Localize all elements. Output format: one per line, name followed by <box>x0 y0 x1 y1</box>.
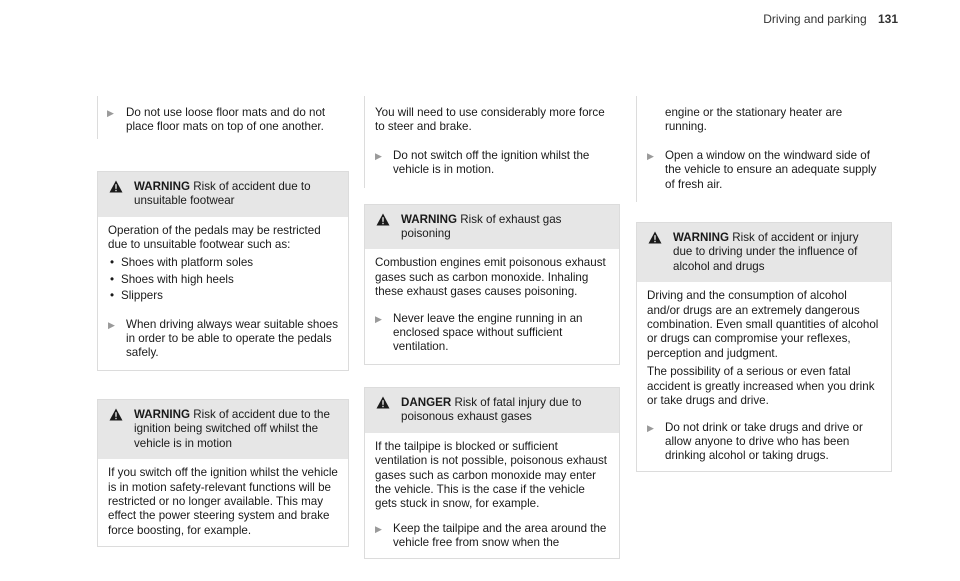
footwear-list <box>108 256 338 303</box>
warning-label: WARNING <box>134 407 191 421</box>
warning-body: The possibility of a serious or even fatal accident is greatly increased when you drink or take drugs and drive. <box>647 365 875 408</box>
warning-box-alcohol <box>636 222 892 472</box>
warning-title: Risk of accident or injury due to driving under the influence of alcohol and drugs <box>673 231 859 273</box>
warning-label: WARNING <box>134 179 191 193</box>
text-block <box>364 96 620 188</box>
note-text: Do not switch off the ignition whilst the vehicle is in motion. <box>393 148 590 177</box>
note-floor-mats <box>97 96 349 139</box>
arrow-right-icon: ▶ <box>647 422 654 433</box>
warning-title: Risk of accident due to unsuitable footwear <box>134 179 311 208</box>
warning-body: If you switch off the ignition whilst the vehicle is in motion safety-relevant functions will be restricted or no longer available. This may effect the power steering system and brake force boosting, for example. <box>108 466 338 537</box>
warning-triangle-icon <box>109 180 123 197</box>
list-item: • Shoes with high heels <box>108 273 338 287</box>
warning-box-ignition <box>97 399 349 547</box>
arrow-right-icon: ▶ <box>107 108 114 118</box>
warning-box-footwear <box>97 171 349 371</box>
warning-title: Risk of exhaust gas poisoning <box>401 212 562 241</box>
column-right <box>636 96 892 494</box>
warning-label: WARNING <box>401 212 458 226</box>
note-text: Do not drink or take drugs and drive or allow anyone to drive who has been drinking alcohol or taking drugs. <box>665 420 863 463</box>
note-text: Do not use loose floor mats and do not place floor mats on top of one another. <box>126 106 326 134</box>
note-text: engine or the stationary heater are running. <box>665 106 843 134</box>
warning-title: Risk of accident due to the ignition being switched off whilst the vehicle is in motion <box>134 407 330 450</box>
warning-body: Operation of the pedals may be restricted due to unsuitable footwear such as: <box>108 223 321 252</box>
arrow-right-icon: ▶ <box>375 523 382 534</box>
danger-body: If the tailpipe is blocked or sufficient ventilation is not possible, poisonous exhaust gases such as carbon monoxide may enter the vehicle. This is the case if the vehicle gets stuck in snow, for example. <box>375 439 608 511</box>
page-header <box>763 12 898 26</box>
warning-header <box>98 172 348 217</box>
list-item: • Shoes with platform soles <box>108 256 338 270</box>
danger-header <box>365 388 619 433</box>
note-text: Open a window on the windward side of the vehicle to ensure an adequate supply of fresh air. <box>665 148 877 191</box>
warning-header <box>637 223 891 282</box>
warning-triangle-icon <box>109 408 123 425</box>
warning-triangle-icon <box>648 231 662 248</box>
danger-label: DANGER <box>401 395 452 409</box>
danger-title: Risk of fatal injury due to poisonous exhaust gases <box>401 395 582 424</box>
warning-header <box>98 400 348 459</box>
warning-label: WARNING <box>673 231 730 245</box>
warning-header <box>365 205 619 250</box>
note-text: Keep the tailpipe and the area around the vehicle free from snow when the <box>393 521 607 550</box>
arrow-right-icon: ▶ <box>375 313 382 324</box>
warning-triangle-icon <box>376 213 390 230</box>
column-left <box>97 96 349 569</box>
warning-box-exhaust <box>364 204 620 365</box>
warning-body: Combustion engines emit poisonous exhaust gases such as carbon monoxide. Inhaling these exhaust gases causes poisoning. <box>375 256 606 299</box>
list-item: • Slippers <box>108 289 338 303</box>
note-continued <box>636 96 892 202</box>
note-text: When driving always wear suitable shoes in order to be able to operate the pedals safely. <box>126 317 339 360</box>
note-text: Never leave the engine running in an enclosed space without sufficient ventilation. <box>393 311 583 354</box>
page-number: 131 <box>877 12 898 26</box>
paragraph: You will need to use considerably more force to steer and brake. <box>375 106 605 134</box>
arrow-right-icon: ▶ <box>108 319 115 330</box>
arrow-right-icon: ▶ <box>375 150 382 161</box>
arrow-right-icon: ▶ <box>647 150 654 161</box>
section-title: Driving and parking <box>763 12 867 26</box>
warning-body: Driving and the consumption of alcohol and/or drugs are an extremely dangerous combination. Even small quantities of alcohol or drugs can compromise your reflexes, perception and judgment. <box>647 289 879 360</box>
warning-triangle-icon <box>376 396 390 413</box>
column-middle <box>364 96 620 581</box>
